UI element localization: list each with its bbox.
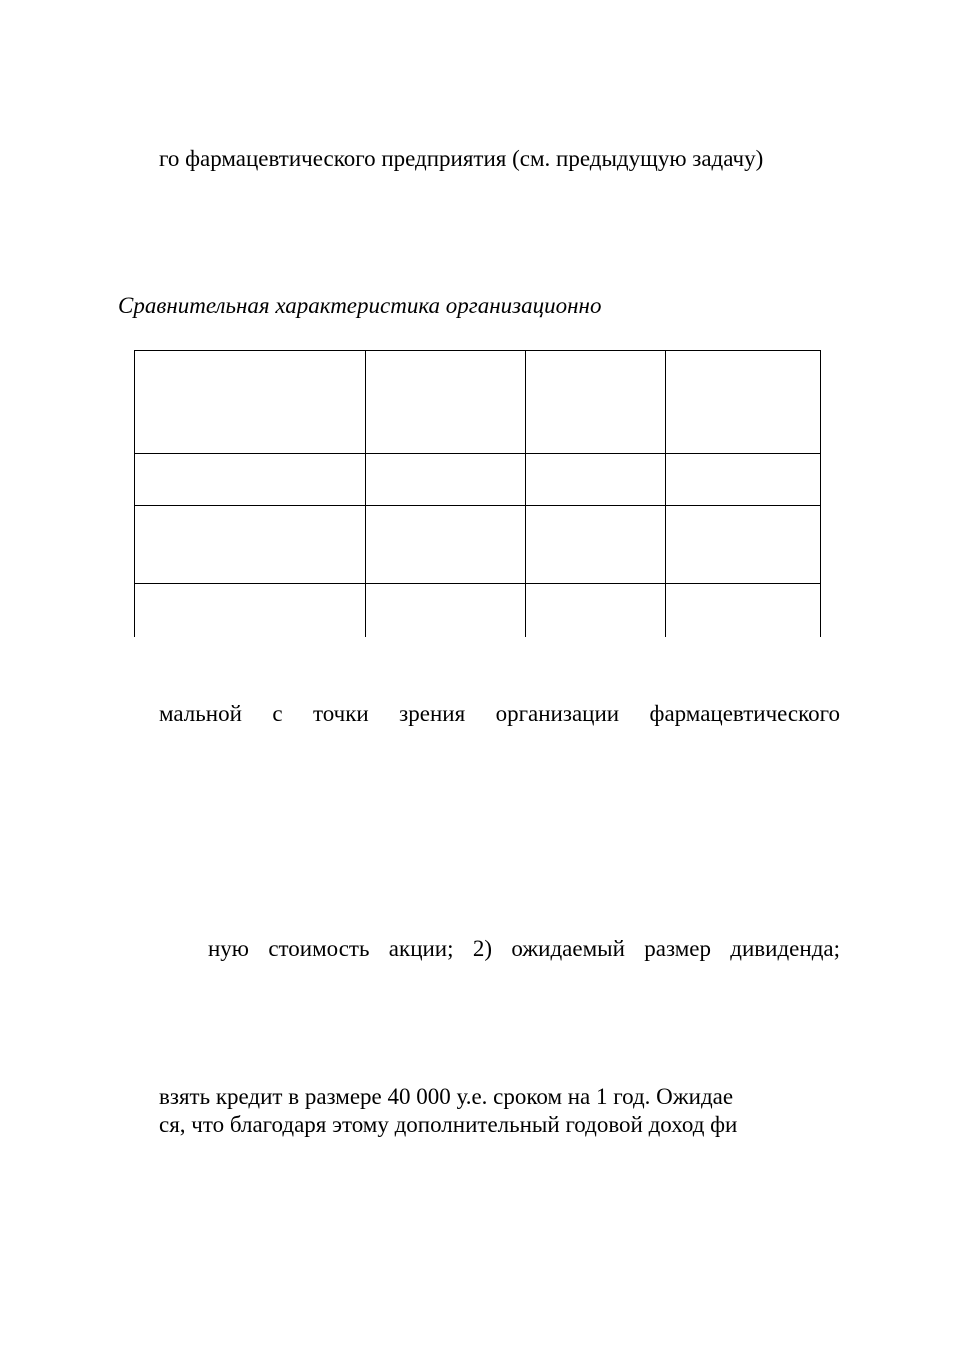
table-border-left bbox=[134, 350, 135, 637]
table-row-divider bbox=[134, 453, 821, 454]
text-line: ную стоимость акции; 2) ожидаемый размер дивиденда; bbox=[208, 936, 840, 961]
table-border-top bbox=[134, 350, 821, 351]
table-column-divider bbox=[665, 350, 666, 637]
text-line: ся, что благодаря этому дополнительный годовой доход фи bbox=[159, 1112, 738, 1137]
table-column-divider bbox=[525, 350, 526, 637]
table-caption: Сравнительная характеристика организационно bbox=[118, 293, 602, 318]
text-line: го фармацевтического предприятия (см. предыдущую задачу) bbox=[159, 146, 764, 171]
empty-table bbox=[134, 350, 821, 637]
table-border-right bbox=[820, 350, 821, 637]
table-column-divider bbox=[365, 350, 366, 637]
table-row-divider bbox=[134, 505, 821, 506]
text-line: взять кредит в размере 40 000 у.е. сроком на 1 год. Ожидае bbox=[159, 1084, 734, 1109]
table-row-divider bbox=[134, 583, 821, 584]
text-line: мальной с точки зрения организации фармацевтического bbox=[159, 701, 840, 726]
